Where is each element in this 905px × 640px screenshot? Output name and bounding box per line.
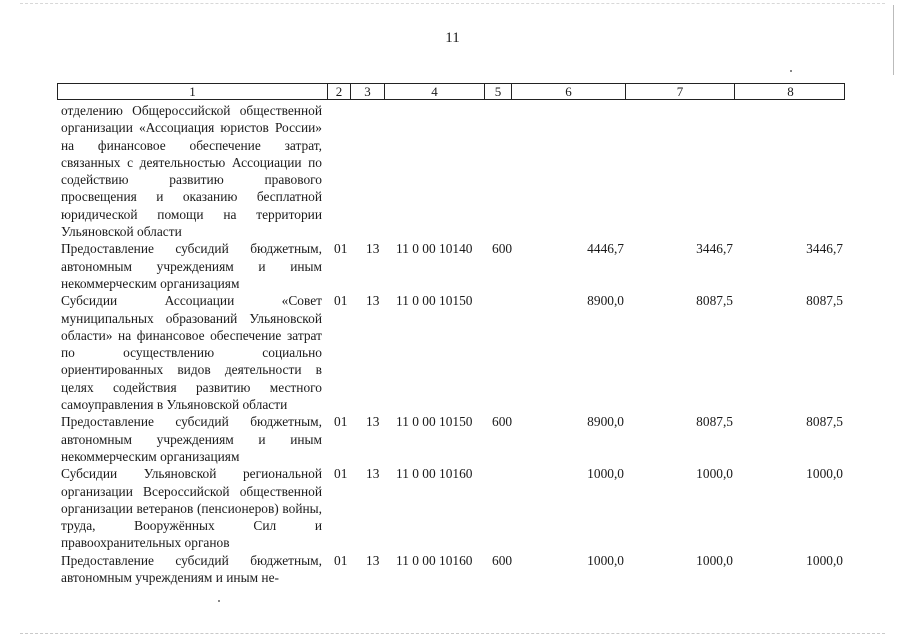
cell-amount-8: 1000,0 [806, 466, 843, 482]
row-description: Предоставление субсидий бюджетным, автономным учреждениям и иным некоммерческим организациям [61, 414, 322, 464]
table-row [0, 292, 905, 413]
table-header [57, 83, 845, 100]
cell-amount-6: 8900,0 [587, 414, 624, 430]
table-row [0, 465, 905, 551]
cell-subsection: 13 [366, 293, 380, 309]
column-header-1: 1 [58, 84, 328, 99]
cell-amount-7: 1000,0 [696, 466, 733, 482]
scan-artifact-bottom [20, 633, 885, 634]
cell-subsection: 13 [366, 414, 380, 430]
row-description: отделению Общероссийской общественной организации «Ассоциация юристов России» на финансовое обеспечение затрат, связанных с деятельностью Ассоциации по содействию развитию правового просвещения и оказанию бесплатной юридической помощи на территории Ульяновской области [61, 103, 322, 240]
table-row [0, 102, 905, 240]
cell-amount-7: 1000,0 [696, 552, 733, 568]
scan-speck [790, 70, 792, 72]
cell-amount-6: 1000,0 [587, 552, 624, 568]
cell-target-article: 11 0 00 10150 [396, 293, 473, 309]
column-header-5: 5 [485, 84, 512, 99]
cell-amount-7: 3446,7 [696, 241, 733, 257]
cell-amount-8: 8087,5 [806, 414, 843, 430]
table-row [0, 552, 905, 587]
cell-amount-7: 8087,5 [696, 293, 733, 309]
column-header-4: 4 [385, 84, 485, 99]
cell-section: 01 [334, 241, 348, 257]
row-description: Предоставление субсидий бюджетным, автономным учреждениям и иным не- [61, 552, 322, 586]
cell-section: 01 [334, 552, 348, 568]
cell-section: 01 [334, 414, 348, 430]
cell-amount-6: 4446,7 [587, 241, 624, 257]
cell-amount-6: 8900,0 [587, 293, 624, 309]
cell-amount-6: 1000,0 [587, 466, 624, 482]
table-row [0, 413, 905, 465]
column-header-3: 3 [351, 84, 385, 99]
row-description: Субсидии Ульяновской региональной организации Всероссийской общественной организации ветеранов (пенсионеров) войны, труда, Вооружённых Сил и правоохранительных органов [61, 466, 322, 551]
cell-amount-8: 8087,5 [806, 293, 843, 309]
cell-amount-8: 1000,0 [806, 552, 843, 568]
cell-target-article: 11 0 00 10150 [396, 414, 473, 430]
cell-subsection: 13 [366, 466, 380, 482]
table-body [0, 102, 905, 586]
column-header-2: 2 [328, 84, 351, 99]
cell-amount-8: 3446,7 [806, 241, 843, 257]
cell-section: 01 [334, 293, 348, 309]
table-row [0, 240, 905, 292]
cell-expense-type: 600 [492, 241, 513, 257]
cell-subsection: 13 [366, 552, 380, 568]
scan-artifact-top [20, 3, 885, 4]
cell-expense-type: 600 [492, 414, 513, 430]
page-number: 11 [445, 30, 460, 46]
cell-target-article: 11 0 00 10160 [396, 466, 473, 482]
cell-expense-type: 600 [492, 552, 513, 568]
cell-section: 01 [334, 466, 348, 482]
cell-target-article: 11 0 00 10160 [396, 552, 473, 568]
row-description: Предоставление субсидий бюджетным, автономным учреждениям и иным некоммерческим организациям [61, 241, 322, 291]
cell-subsection: 13 [366, 241, 380, 257]
cell-amount-7: 8087,5 [696, 414, 733, 430]
scan-speck [218, 600, 220, 602]
cell-target-article: 11 0 00 10140 [396, 241, 473, 257]
column-header-6: 6 [512, 84, 626, 99]
column-header-8: 8 [787, 84, 794, 99]
column-header-7: 7 [626, 84, 735, 99]
row-description: Субсидии Ассоциации «Совет муниципальных образований Ульяновской области» на финансовое обеспечение затрат по осуществлению социально ориентированных видов деятельности в целях содействия развитию местного самоуправления в Ульяновской области [61, 293, 322, 413]
